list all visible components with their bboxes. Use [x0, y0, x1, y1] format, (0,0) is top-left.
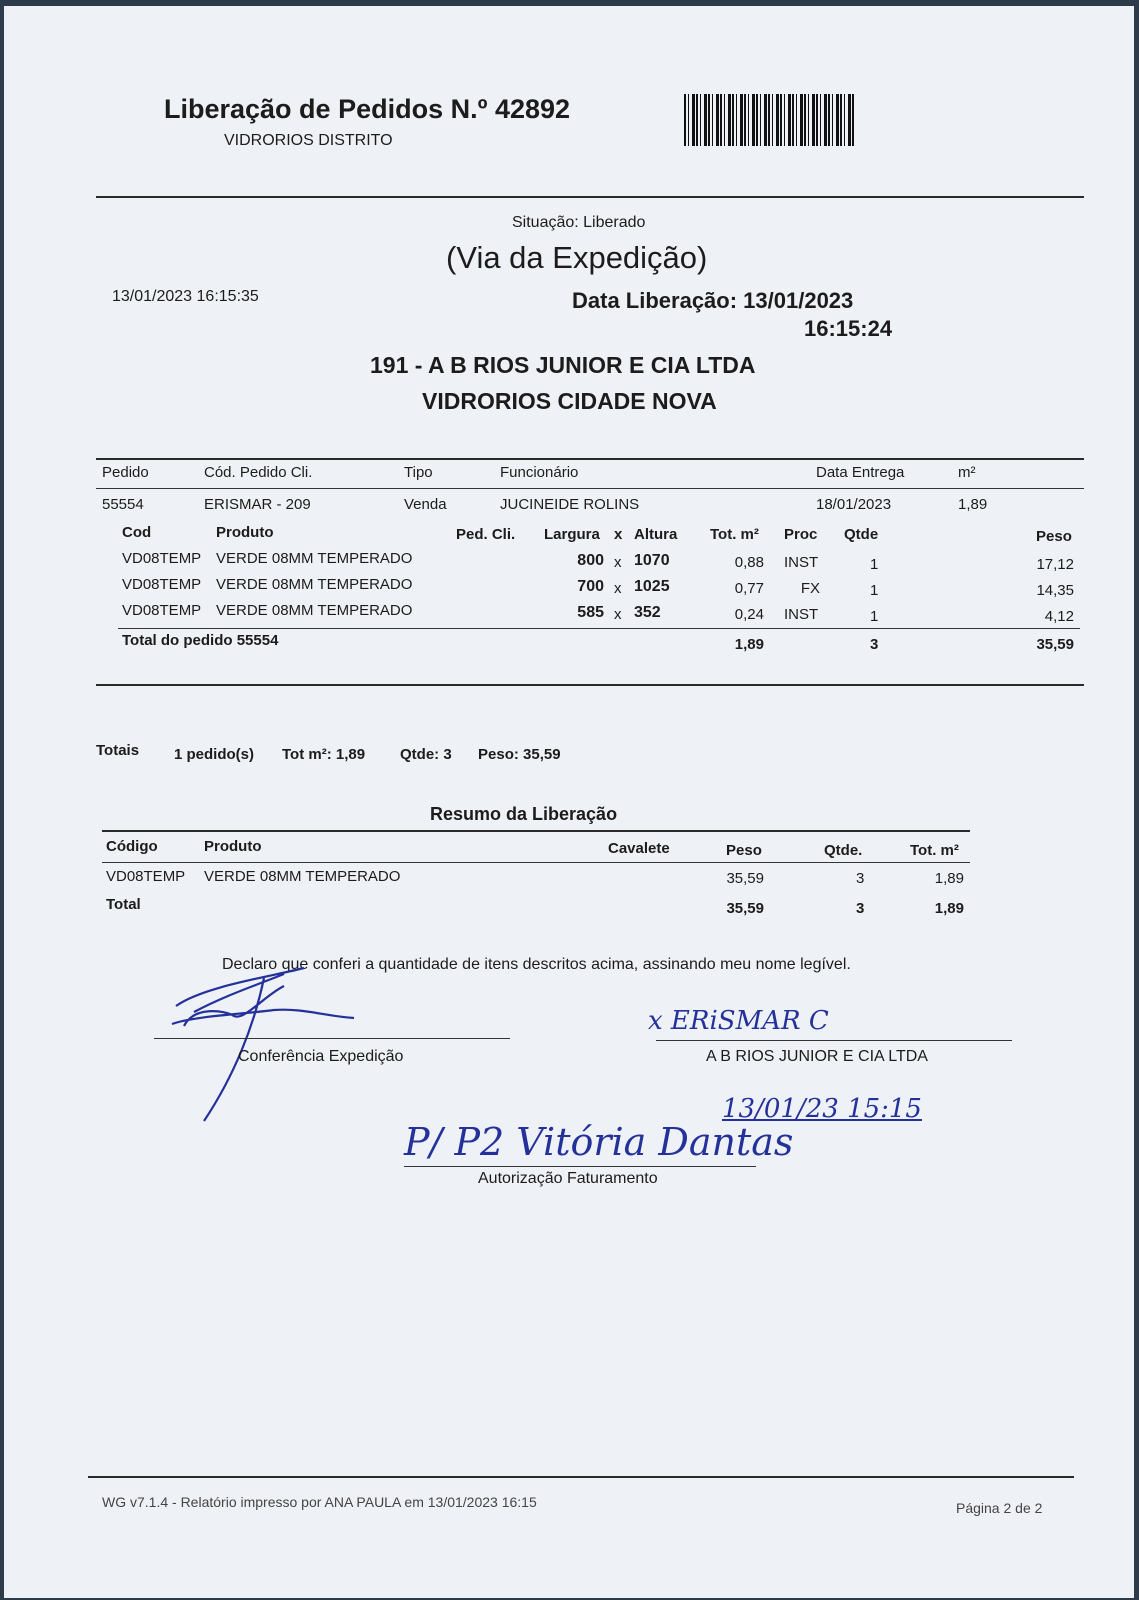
footer-page-number: Página 2 de 2	[956, 1500, 1043, 1516]
summary-header-qtde: Qtde.	[824, 842, 863, 859]
item-x: x	[614, 554, 622, 571]
item-altura: 1070	[634, 552, 670, 569]
item-peso: 14,35	[1036, 582, 1074, 599]
item-tot-m2: 0,88	[734, 554, 764, 571]
order-m2: 1,89	[958, 496, 988, 513]
summary-total-peso: 35,59	[726, 900, 764, 917]
item-header-cod: Cod	[122, 524, 152, 541]
conferencia-label: Conferência Expedição	[238, 1048, 404, 1065]
order-tipo: Venda	[404, 496, 447, 513]
declaration-text: Declaro que conferi a quantidade de itens descritos acima, assinando meu nome legível.	[222, 956, 851, 973]
client-signature-label: A B RIOS JUNIOR E CIA LTDA	[706, 1048, 928, 1065]
item-altura: 352	[634, 604, 661, 621]
item-header-ped-cli: Ped. Cli.	[456, 526, 516, 543]
totals-m2: Tot m²: 1,89	[282, 746, 366, 763]
col-header-funcionario: Funcionário	[500, 464, 579, 481]
col-header-tipo: Tipo	[404, 464, 433, 481]
order-pedido: 55554	[102, 496, 144, 513]
col-header-m2: m²	[958, 464, 976, 481]
summary-top-border	[102, 830, 970, 832]
item-produto: VERDE 08MM TEMPERADO	[216, 576, 413, 593]
barcode	[684, 94, 856, 146]
issuer-company: VIDRORIOS DISTRITO	[224, 132, 393, 149]
release-date: Data Liberação: 13/01/2023	[572, 288, 854, 313]
item-cod: VD08TEMP	[122, 602, 202, 619]
items-total-divider	[118, 628, 1080, 629]
autorizacao-label: Autorização Faturamento	[478, 1170, 658, 1187]
summary-title: Resumo da Liberação	[430, 804, 618, 824]
client-signature-line	[656, 1040, 1012, 1041]
client-branch: VIDRORIOS CIDADE NOVA	[422, 388, 717, 414]
item-header-largura: Largura	[544, 526, 600, 543]
client-handwritten-signature: x ERiSMAR C	[648, 1006, 829, 1036]
order-funcionario: JUCINEIDE ROLINS	[500, 496, 640, 513]
item-proc: INST	[784, 606, 819, 623]
item-header-proc: Proc	[784, 526, 818, 543]
item-cod: VD08TEMP	[122, 576, 202, 593]
order-total-label: Total do pedido 55554	[122, 632, 279, 649]
summary-header-cavalete: Cavalete	[608, 840, 670, 857]
document-page	[4, 6, 1134, 1598]
totals-peso: Peso: 35,59	[478, 746, 561, 763]
col-header-cod-pedido-cli: Cód. Pedido Cli.	[204, 464, 313, 481]
summary-row-codigo: VD08TEMP	[106, 868, 186, 885]
item-x: x	[614, 606, 622, 623]
item-altura: 1025	[634, 578, 670, 595]
item-proc: INST	[784, 554, 819, 571]
order-total-qtde: 3	[870, 636, 879, 653]
item-header-tot-m2: Tot. m²	[710, 526, 759, 543]
summary-total-label: Total	[106, 896, 141, 913]
item-cod: VD08TEMP	[122, 550, 202, 567]
document-title: Liberação de Pedidos N.º 42892	[164, 94, 571, 124]
item-peso: 4,12	[1044, 608, 1074, 625]
conferencia-signature	[164, 966, 364, 1126]
item-largura: 585	[577, 604, 604, 621]
summary-header-divider	[102, 862, 970, 863]
summary-header-tot-m2: Tot. m²	[910, 842, 959, 859]
printed-timestamp: 13/01/2023 16:15:35	[112, 288, 259, 305]
totals-orders: 1 pedido(s)	[174, 746, 255, 763]
order-total-tot-m2: 1,89	[734, 636, 764, 653]
handwritten-datetime: 13/01/23 15:15	[722, 1094, 922, 1124]
item-qtde: 1	[870, 582, 879, 599]
col-header-pedido: Pedido	[102, 464, 149, 481]
footer-printed-by: WG v7.1.4 - Relatório impresso por ANA PAULA em 13/01/2023 16:15	[102, 1494, 537, 1510]
summary-header-peso: Peso	[726, 842, 762, 859]
order-header-divider	[96, 488, 1084, 489]
summary-header-codigo: Código	[106, 838, 158, 855]
item-x: x	[614, 580, 622, 597]
summary-row-tot-m2: 1,89	[934, 870, 964, 887]
item-proc: FX	[800, 580, 820, 597]
order-cod-pedido-cli: ERISMAR - 209	[204, 496, 311, 513]
item-header-qtde: Qtde	[844, 526, 879, 543]
item-produto: VERDE 08MM TEMPERADO	[216, 602, 413, 619]
summary-row-qtde: 3	[856, 870, 865, 887]
autorizacao-signature-line	[404, 1166, 756, 1167]
item-header-produto: Produto	[216, 524, 274, 541]
summary-total-tot-m2: 1,89	[934, 900, 964, 917]
client-name: 191 - A B RIOS JUNIOR E CIA LTDA	[370, 352, 756, 378]
summary-total-qtde: 3	[856, 900, 865, 917]
header-divider	[96, 196, 1084, 198]
item-qtde: 1	[870, 556, 879, 573]
item-header-x: x	[614, 526, 623, 543]
item-largura: 700	[577, 578, 604, 595]
conferencia-signature-line	[154, 1038, 510, 1039]
footer-divider	[88, 1476, 1074, 1478]
item-qtde: 1	[870, 608, 879, 625]
item-tot-m2: 0,24	[734, 606, 764, 623]
summary-row-produto: VERDE 08MM TEMPERADO	[204, 868, 401, 885]
item-header-peso: Peso	[1036, 528, 1072, 545]
autorizacao-handwritten-signature: P/ P2 Vitória Dantas	[404, 1120, 794, 1164]
item-largura: 800	[577, 552, 604, 569]
status-text: Situação: Liberado	[512, 214, 646, 231]
item-header-altura: Altura	[634, 526, 678, 543]
col-header-data-entrega: Data Entrega	[816, 464, 905, 481]
item-produto: VERDE 08MM TEMPERADO	[216, 550, 413, 567]
item-tot-m2: 0,77	[734, 580, 764, 597]
summary-header-produto: Produto	[204, 838, 262, 855]
totals-label: Totais	[96, 742, 140, 759]
item-peso: 17,12	[1036, 556, 1074, 573]
order-table-bottom-border	[96, 684, 1084, 686]
summary-row-peso: 35,59	[726, 870, 764, 887]
release-time: 16:15:24	[804, 316, 893, 341]
order-total-peso: 35,59	[1036, 636, 1074, 653]
copy-type: (Via da Expedição)	[446, 240, 708, 275]
totals-qtde: Qtde: 3	[400, 746, 452, 763]
order-data-entrega: 18/01/2023	[816, 496, 892, 513]
order-table-top-border	[96, 458, 1084, 460]
